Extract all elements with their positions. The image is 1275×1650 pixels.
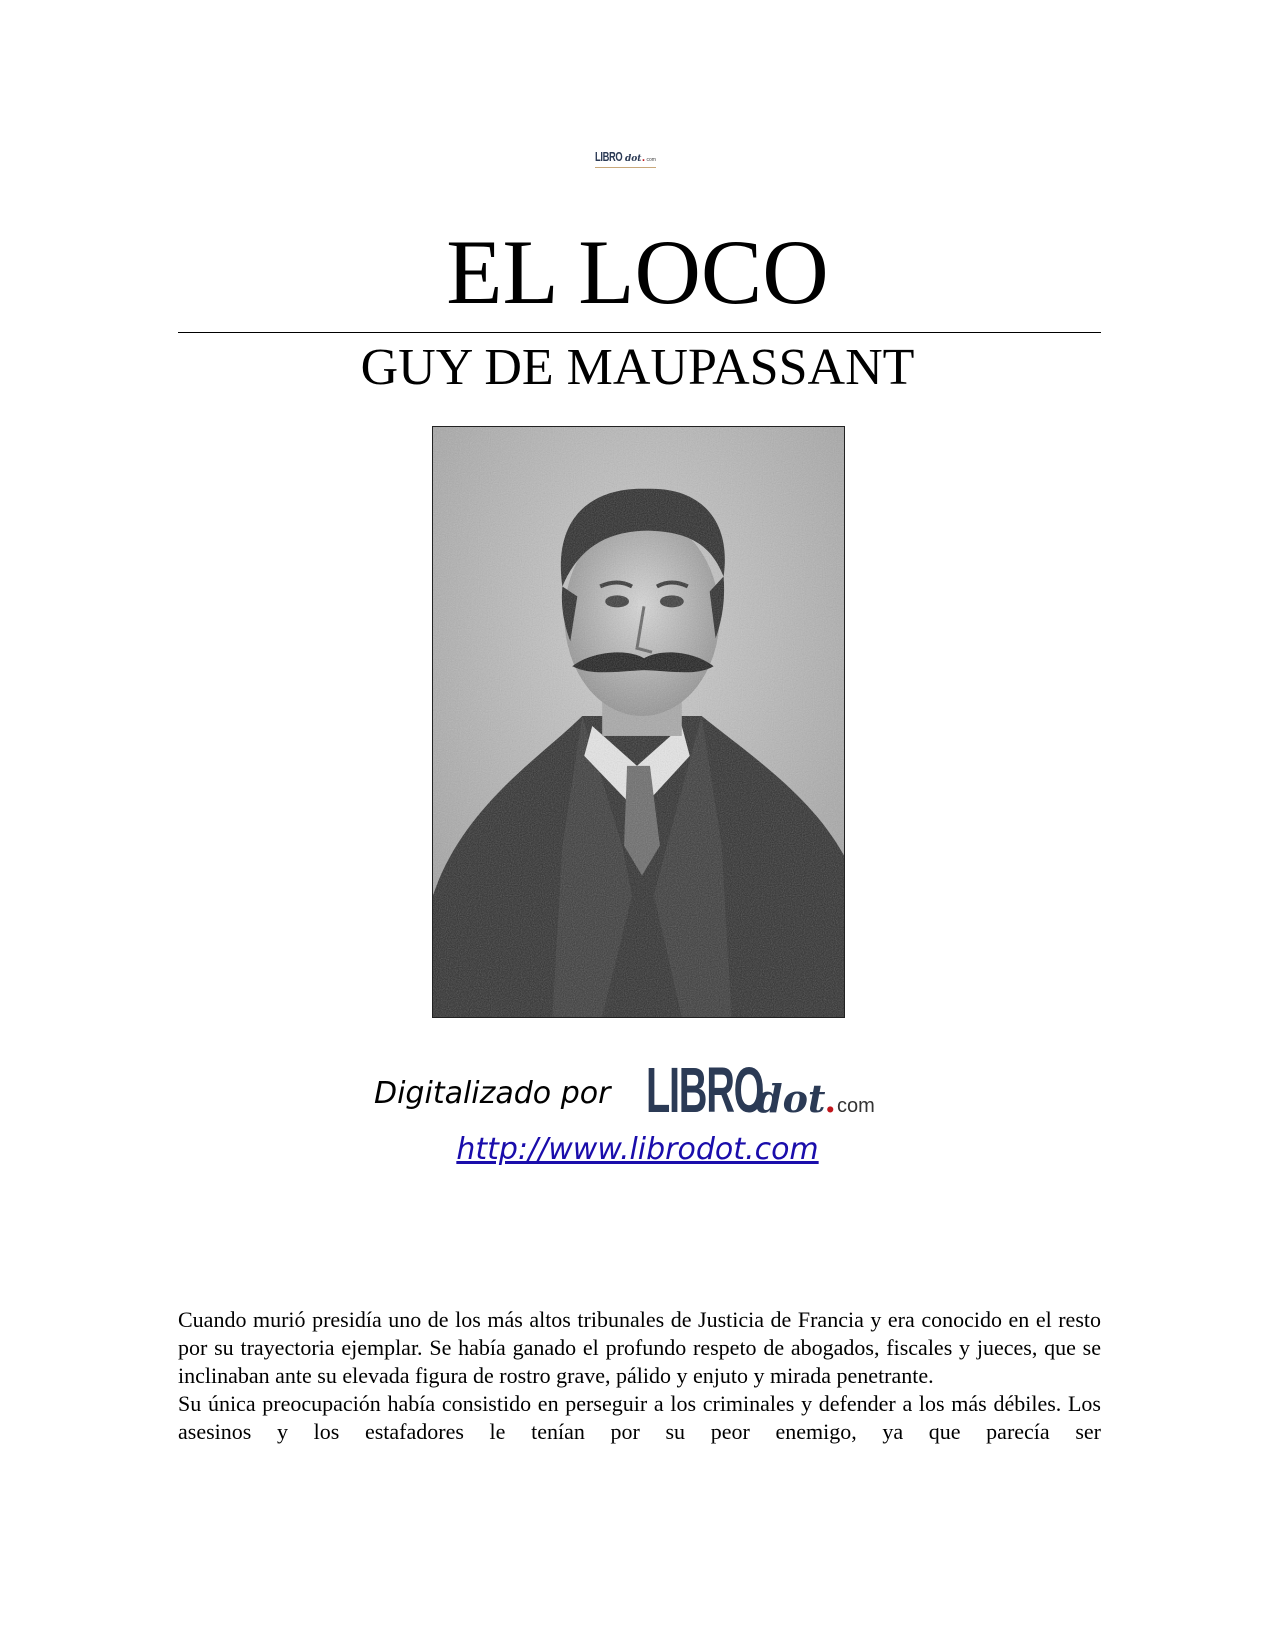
website-link-container [0,1130,1275,1170]
librodot-website-link[interactable]: http://www.librodot.com [456,1132,819,1167]
logo-dot-text: dot [625,154,642,164]
logo-com-text: com [646,157,656,163]
logo-dot-text: dot [756,1076,826,1121]
logo-libro-text: LIBRO [595,149,623,164]
digitized-by-label: Digitalizado por [374,1076,611,1111]
author-name: GUY DE MAUPASSANT [360,339,915,396]
portrait-illustration [433,427,844,1017]
author-portrait [432,426,845,1018]
logo-libro-text: LIBRO [646,1054,764,1126]
librodot-logo-small [595,148,656,168]
logo-com-text: com [836,1095,875,1117]
logo-dot-mark: . [641,148,646,165]
librodot-logo-large [646,1054,875,1126]
story-body [178,1306,1101,1446]
title-divider [178,332,1101,333]
body-paragraph: Su única preocupación había consistido en perseguir a los criminales y defender a los más débiles. Los asesinos y los estafadores le tenían por su peor enemigo, ya que parecía ser [178,1391,1101,1444]
logo-dot-mark: . [825,1079,835,1121]
book-title: EL LOCO [446,221,829,323]
body-paragraph: Cuando murió presidía uno de los más altos tribunales de Justicia de Francia y era conocido en el resto por su trayectoria ejemplar. Se había ganado el profundo respeto de abogados, fiscales y jueces, que se inclinaban ante su elevada figura de rostro grave, pálido y enjuto y mirada penetrante. [178,1307,1101,1388]
